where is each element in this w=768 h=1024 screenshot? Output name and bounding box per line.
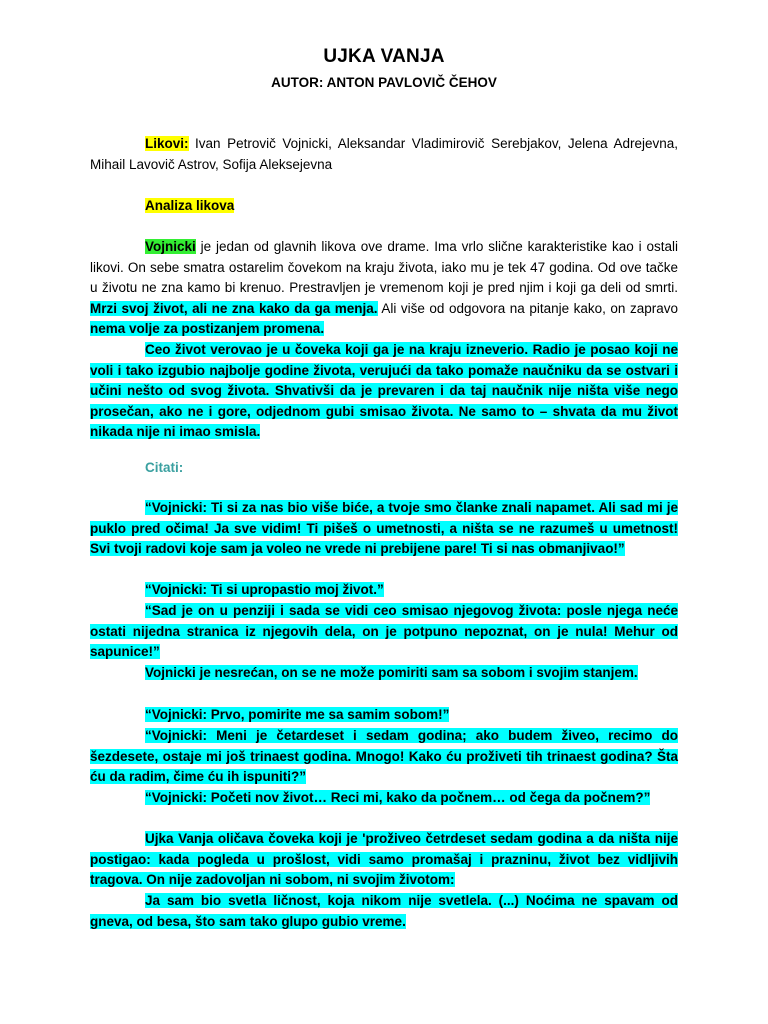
quote-text: “Sad je on u penziji i sada se vidi ceo smisao njegovog života: posle njega neće ostati nijedna stranica iz njegovih dela, on je potpuno nepoznat, on je nula! Mehur od sapunice!” (90, 603, 678, 659)
analysis-highlight-1: Mrzi svoj život, ali ne zna kako da ga menja. (90, 300, 378, 316)
characters-paragraph (90, 134, 678, 175)
quote-5 (90, 705, 678, 726)
quote-1 (90, 498, 678, 560)
analysis-heading-line (90, 196, 678, 217)
quote-3 (90, 601, 678, 663)
document-title: UJKA VANJA (323, 46, 445, 67)
quote-text: “Vojnicki: Meni je četardeset i sedam godina; ako budem živeo, recimo do šezdesete, ostaje mi još trinaest godina. Mnogo! Kako ću proživeti tih trinaest godina? Šta ću da radim, čime ću ih ispuniti?” (90, 728, 678, 784)
quote-8 (90, 829, 678, 891)
quote-text: Ujka Vanja oličava čoveka koji je 'proživeo četrdeset sedam godina a da ništa nije postigao: kada pogleda u prošlost, vidi samo promašaj i prazninu, život bez vidljivih tragova. On nije zadovoljan ni sobom, ni svojim životom: (90, 831, 678, 887)
quote-4 (90, 663, 678, 684)
characters-list: Ivan Petrovič Vojnicki, Aleksandar Vladimirovič Serebjakov, Jelena Adrejevna, Mihail Lavovič Astrov, Sofija Aleksejevna (90, 136, 678, 172)
character-name-vojnicki: Vojnicki (145, 239, 196, 254)
analysis-highlight-2: nema volje za postizanjem promena. (90, 321, 325, 336)
quote-text: “Vojnicki: Ti si upropastio moj život.” (145, 582, 384, 597)
quote-2 (90, 580, 678, 601)
quote-text: “Vojnicki: Početi nov život… Reci mi, kako da počnem… od čega da počnem?” (145, 790, 651, 805)
quote-7 (90, 788, 678, 809)
quote-6 (90, 726, 678, 788)
analysis-text-1: je jedan od glavnih likova ove drame. Ima vrlo slične karakteristike kao i ostali likovi. On sebe smatra ostarelim čovekom na kraju života, iako mu je tek 47 godina. Od ove tačke u životu ne zna kamo bi krenuo. Prestravljen je vremenom koji je pred njim i koji ga deli od smrti. (90, 239, 678, 295)
characters-label: Likovi: (145, 136, 189, 151)
quotes-heading: Citati: (145, 460, 184, 475)
quote-text: Ja sam bio svetla ličnost, koja nikom nije svetlela. (...) Noćima ne spavam od gneva, od besa, što sam tako glupo gubio vreme. (90, 893, 678, 929)
quote-text: “Vojnicki: Ti si za nas bio više biće, a tvoje smo članke znali napamet. Ali sad mi je puklo pred očima! Ja sve vidim! Ti pišeš o umetnosti, a ništa se ne razumeš u umetnost! Svi tvoji radovi koje sam ja voleo ne vrede ni prebijene pare! Ti si nas obmanjivao!” (90, 500, 678, 556)
quote-text: Vojnicki je nesrećan, on se ne može pomiriti sam sa sobom i svojim stanjem. (145, 665, 638, 680)
document-author: AUTOR: ANTON PAVLOVIČ ČEHOV (271, 75, 497, 90)
quote-9 (90, 891, 678, 932)
analysis-paragraph-2-text: Ceo život verovao je u čoveka koji ga je na kraju izneverio. Radio je posao koji ne voli i tako izgubio najbolje godine života, verujući da tako pomaže naučniku da se ostvari i učini nešto od svog života. Shvativši da je prevaren i da taj naučnik nije ništa više nego prosečan, ako ne i gore, odjednom gubi smisao života. Ne samo to – shvata da mu život nikada nije ni imao smisla. (90, 342, 678, 439)
analysis-text-2: Ali više od odgovora na pitanje kako, on zapravo (377, 300, 678, 316)
analysis-paragraph (90, 237, 678, 340)
analysis-paragraph-2 (90, 340, 678, 443)
quote-text: “Vojnicki: Prvo, pomirite me sa samim sobom!” (145, 707, 450, 722)
analysis-heading: Analiza likova (145, 198, 235, 213)
